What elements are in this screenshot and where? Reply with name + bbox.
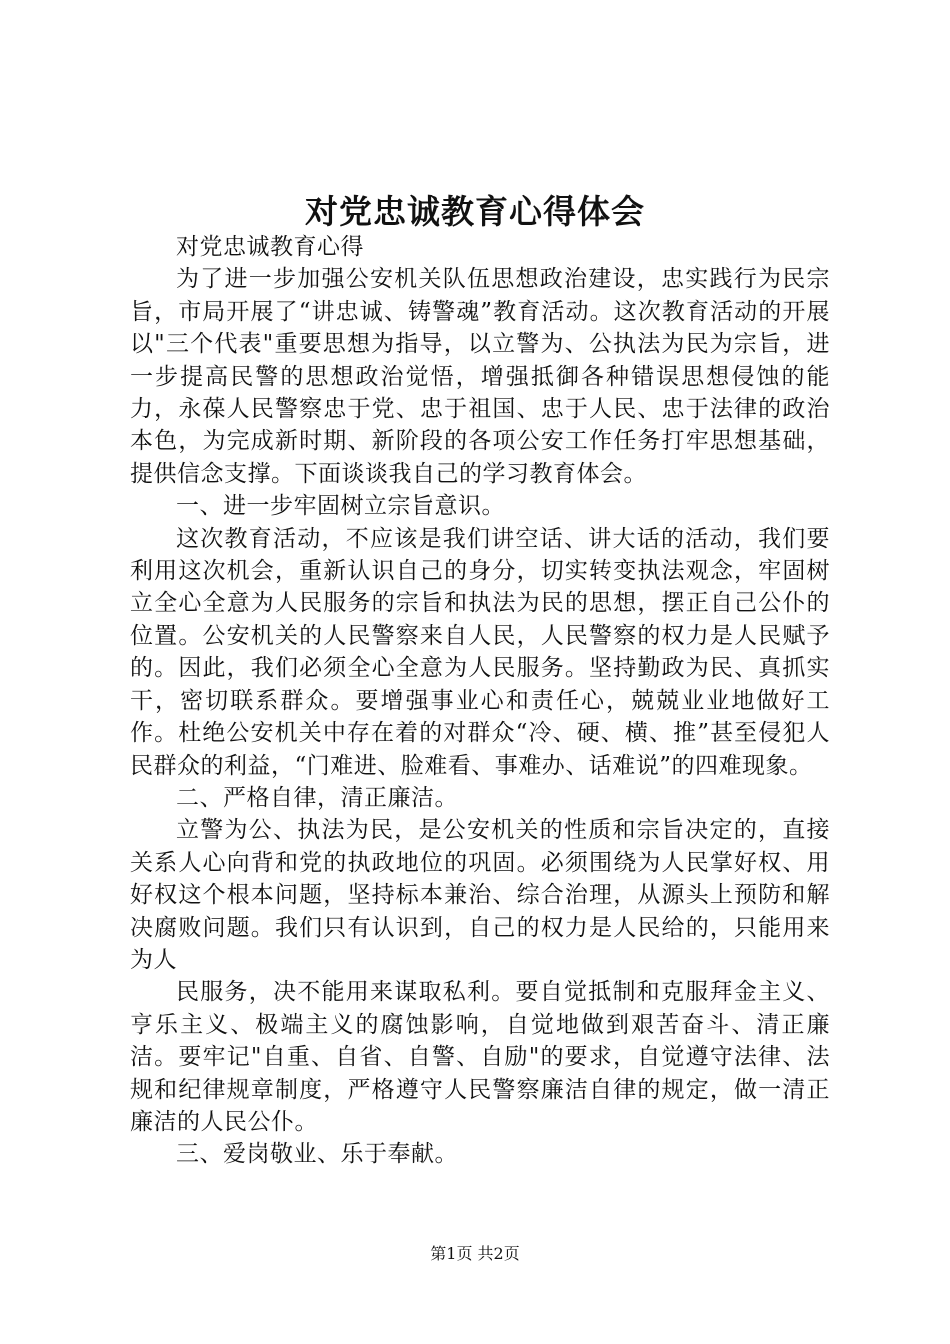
body-paragraph: 这次教育活动，不应该是我们讲空话、讲大话的活动，我们要利用这次机会，重新认识自己的身分，切实转变执法观念，牢固树立全心全意为人民服务的宗旨和执法为民的思想，摆正自己公仆的位置。公安机关的人民警察来自人民，人民警察的权力是人民赋予的。因此，我们必须全心全意为人民服务。坚持勤政为民、真抓实干，密切联系群众。要增强事业心和责任心，兢兢业业地做好工作。杜绝公安机关中存在着的对群众“冷、硬、横、推”甚至侵犯人民群众的利益，“门难进、脸难看、事难办、话难说”的四难现象。	[130, 525, 830, 779]
page-number-footer: 第1页 共2页	[430, 1244, 520, 1263]
subtitle-paragraph: 对党忠诚教育心得	[176, 234, 364, 260]
document-body	[130, 231, 830, 1171]
body-paragraph: 民服务，决不能用来谋取私利。要自觉抵制和克服拜金主义、亨乐主义、极端主义的腐蚀影响，自觉地做到艰苦奋斗、清正廉洁。要牢记"自重、自省、自警、自励"的要求，自觉遵守法律、法规和纪律规章制度，严格遵守人民警察廉洁自律的规定，做一清正廉洁的人民公仆。	[130, 979, 830, 1135]
section-heading-3: 三、爱岗敬业、乐于奉献。	[176, 1141, 458, 1168]
section-heading-1: 一、进一步牢固树立宗旨意识。	[176, 493, 505, 520]
body-paragraph: 立警为公、执法为民，是公安机关的性质和宗旨决定的，直接关系人心向背和党的执政地位的巩固。必须围绕为人民掌好权、用好权这个根本问题，坚持标本兼治、综合治理，从源头上预防和解决腐败问题。我们只有认识到，自己的权力是人民给的，只能用来为人	[130, 817, 830, 973]
document-title: 对党忠诚教育心得体会	[305, 192, 645, 231]
section-heading-2: 二、严格自律，清正廉洁。	[176, 784, 458, 811]
intro-paragraph: 为了进一步加强公安机关队伍思想政治建设，忠实践行为民宗旨，市局开展了“讲忠诚、铸警魂”教育活动。这次教育活动的开展以"三个代表"重要思想为指导，以立警为、公执法为民为宗旨，进一步提高民警的思想政治觉悟，增强抵御各种错误思想侵蚀的能力，永葆人民警察忠于党、忠于祖国、忠于人民、忠于法律的政治本色，为完成新时期、新阶段的各项公安工作任务打牢思想基础，提供信念支撑。下面谈谈我自己的学习教育体会。	[130, 266, 830, 487]
